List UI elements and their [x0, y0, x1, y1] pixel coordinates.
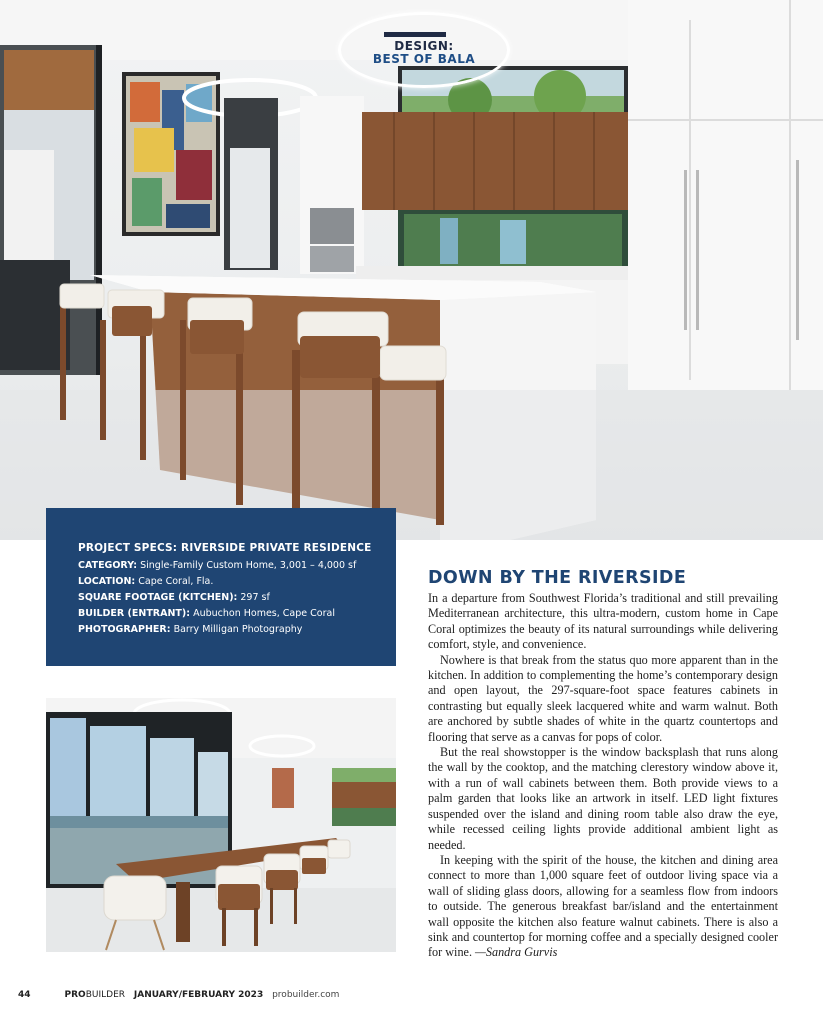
article-paragraph-text: In keeping with the spirit of the house, the kitchen and dining area connect to more than 1,000 square feet of outdoor living space via a wall of sliding glass doors, allowing for a seamless flow from indoors to outside. The generous breakfast bar/island and the entertainment wall opposite the kitchen also feature walnut cabinets. There is also a sink and countertop for morning coffee and a specially designed cooler for wine.	[428, 852, 778, 960]
page-number: 44	[18, 990, 31, 1000]
spec-value: Cape Coral, Fla.	[138, 576, 214, 587]
article-paragraph: Nowhere is that break from the status quo more apparent than in the kitchen. In addition to complementing the home’s contemporary design and open layout, the 297-square-foot space features cabinets in contrasting but equally sleek lacquered white and warm walnut. Both are anchored by subtle shades of white in the quartz countertops and flooring that serve as a canvas for pops of color.	[428, 652, 778, 744]
badge-line2: BEST OF BALA	[372, 52, 476, 66]
spec-row-builder	[78, 606, 380, 622]
spec-label: BUILDER (ENTRANT):	[78, 608, 191, 619]
spec-row-category	[78, 558, 380, 574]
spec-label: LOCATION:	[78, 576, 136, 587]
spec-row-square-footage	[78, 590, 380, 606]
article-paragraph: But the real showstopper is the window backsplash that runs along the wall by the cooktop, and the matching clerestory window above it, with a run of wall cabinets between them. Both provide views to a palm garden that looks like an artwork in itself. LED light fixtures suspended over the island and dining room table also draw the eye, while recessed ceiling lights provide additional ambient light as needed.	[428, 745, 778, 852]
badge-rule	[384, 32, 446, 37]
website-url: probuilder.com	[272, 990, 340, 1000]
project-specs-box	[46, 508, 396, 666]
article-paragraph	[428, 853, 778, 961]
spec-value: 297 sf	[240, 592, 270, 603]
issue-date: JANUARY/FEBRUARY 2023	[133, 990, 264, 1000]
spec-row-location	[78, 574, 380, 590]
spec-label: PHOTOGRAPHER:	[78, 624, 171, 635]
spec-value: Aubuchon Homes, Cape Coral	[193, 608, 335, 619]
spec-label: SQUARE FOOTAGE (KITCHEN):	[78, 592, 238, 603]
spec-label: CATEGORY:	[78, 560, 138, 571]
byline: —Sandra Gurvis	[475, 945, 558, 960]
article-headline: DOWN BY THE RIVERSIDE	[428, 568, 687, 588]
dining-illustration	[46, 698, 396, 952]
specs-title: PROJECT SPECS: RIVERSIDE PRIVATE RESIDENCE	[78, 542, 372, 554]
spec-value: Barry Milligan Photography	[173, 624, 303, 635]
dining-area-photo	[46, 698, 396, 952]
magazine-name-bold: PRO	[64, 990, 86, 1000]
article-body	[428, 591, 778, 961]
section-badge	[338, 12, 510, 88]
spec-value: Single-Family Custom Home, 3,001 – 4,000 sf	[140, 560, 357, 571]
magazine-name-regular: BUILDER	[85, 990, 126, 1000]
article-paragraph: In a departure from Southwest Florida’s traditional and still prevailing Mediterranean architecture, this ultra-modern, custom home in Cape Coral optimizes the beauty of its natural surroundings while delivering comfort, style, and convenience.	[428, 591, 778, 652]
badge-line1: DESIGN:	[394, 39, 454, 53]
spec-row-photographer	[78, 622, 380, 638]
page-footer	[18, 990, 798, 1000]
